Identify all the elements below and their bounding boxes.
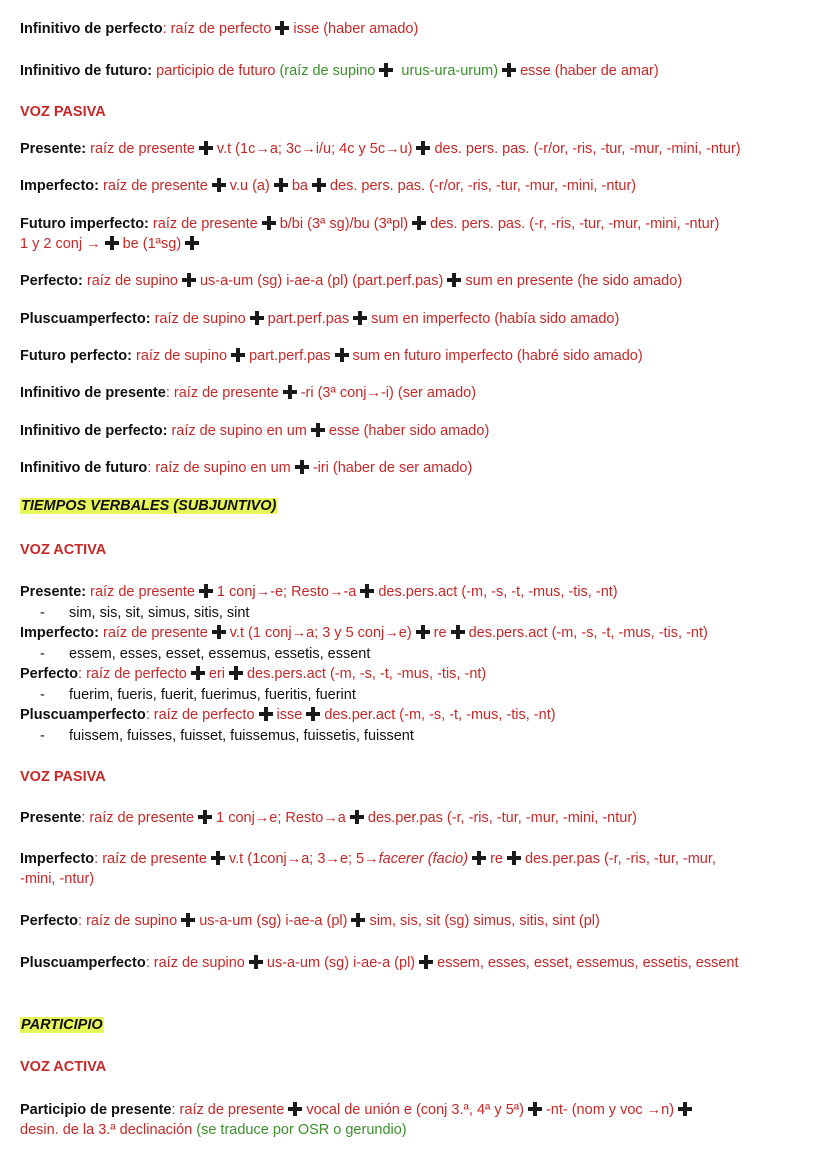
plus-icon — [231, 348, 245, 362]
plus-icon — [412, 216, 426, 230]
plus-icon — [419, 955, 433, 969]
text: raíz de presente — [90, 584, 195, 600]
plus-icon — [191, 666, 205, 680]
text: raíz de supino — [86, 273, 178, 289]
text: v.t (1 conj→a; 3 y 5 conj→e) — [229, 625, 412, 641]
text: 1 conj→-e; Resto→-a — [216, 584, 357, 600]
term-label: Pluscuamperfecto — [20, 707, 146, 723]
text: ba — [291, 178, 308, 194]
text: : raíz de supino en um — [147, 460, 291, 476]
text: 1 conj→e; Resto→a — [216, 810, 346, 826]
text: esse (haber de amar) — [520, 63, 659, 79]
text: fuerim, fueris, fuerit, fuerimus, fueritis, fuerint — [69, 687, 356, 703]
plus-icon — [353, 311, 367, 325]
text: desin. de la 3.ª declinación — [20, 1122, 193, 1138]
text: isse (haber amado) — [293, 21, 419, 37]
term-label: Pluscuamperfecto: — [20, 311, 151, 327]
plus-icon — [198, 810, 212, 824]
text: sum en imperfecto (había sido amado) — [371, 311, 620, 327]
text: -nt- (nom y voc →n) — [545, 1102, 675, 1118]
plus-icon — [259, 707, 273, 721]
text: (raíz de supino — [279, 63, 376, 79]
row-pluscuamperfecto-pasiva — [20, 309, 816, 329]
term-label: Participio de presente — [20, 1102, 172, 1118]
plus-icon — [249, 955, 263, 969]
text: des. pers. pas. (-r, -ris, -tur, -mur, -mini, -ntur) — [430, 216, 720, 232]
text: sim, sis, sit, simus, sitis, sint — [69, 605, 250, 621]
plus-icon — [360, 584, 374, 598]
text: essem, esses, esset, essemus, essetis, essent — [69, 646, 371, 662]
text: : raíz de perfecto — [162, 21, 272, 37]
plus-icon — [416, 141, 430, 155]
term-label: Futuro imperfecto: — [20, 216, 149, 232]
plus-icon — [229, 666, 243, 680]
row-futuro-imperfecto-pasiva — [20, 214, 788, 254]
dash: - — [40, 728, 45, 744]
text: us-a-um (sg) i-ae-a (pl) — [199, 913, 348, 929]
row-infinitivo-perfecto-pasiva — [20, 421, 816, 441]
text: b/bi (3ª sg)/bu (3ªpl) — [279, 216, 409, 232]
text: raíz de presente — [103, 178, 208, 194]
plus-icon — [312, 178, 326, 192]
row-presente-pasiva — [20, 139, 816, 159]
text: eri — [208, 666, 225, 682]
text: sum en futuro imperfecto (habré sido amado) — [352, 348, 643, 364]
row-perfecto-subj-pasiva — [20, 911, 816, 931]
text: v.t (1conj→a; 3→e; 5→ — [228, 851, 379, 867]
term-label: Presente: — [20, 584, 87, 600]
plus-icon — [472, 851, 486, 865]
row-perfecto-subj-activa — [20, 664, 816, 684]
term-label: Infinitivo de perfecto — [20, 21, 163, 37]
term-label: Perfecto: — [20, 273, 83, 289]
plus-icon — [105, 236, 119, 250]
text: des. pers. pas. (-r/or, -ris, -tur, -mur, -mini, -ntur) — [434, 141, 741, 157]
text: : raíz de supino — [145, 955, 245, 971]
term-label: Imperfecto: — [20, 178, 99, 194]
list-item — [40, 726, 816, 746]
text: be (1ªsg) — [122, 236, 182, 252]
plus-icon — [311, 423, 325, 437]
text: re — [490, 851, 503, 867]
term-label: Presente: — [20, 141, 87, 157]
section-voz-activa-participio: VOZ ACTIVA — [20, 1059, 107, 1075]
text: (se traduce por OSR o gerundio) — [196, 1122, 407, 1138]
plus-icon — [199, 584, 213, 598]
plus-icon — [212, 625, 226, 639]
text: -ri (3ª conj→-i) (ser amado) — [300, 385, 477, 401]
row-infinitivo-futuro-pasiva — [20, 458, 816, 478]
plus-icon — [416, 625, 430, 639]
text: des.pers.act (-m, -s, -t, -mus, -tis, -nt) — [378, 584, 618, 600]
plus-icon — [306, 707, 320, 721]
text: fuissem, fuisses, fuisset, fuissemus, fuissetis, fuissent — [69, 728, 414, 744]
plus-icon — [212, 178, 226, 192]
plus-icon — [275, 21, 289, 35]
plus-icon — [295, 460, 309, 474]
plus-icon — [262, 216, 276, 230]
row-infinitivo-presente-pasiva — [20, 383, 816, 403]
row-pluscuamperfecto-subj-activa — [20, 705, 816, 725]
plus-icon — [502, 63, 516, 77]
plus-icon — [451, 625, 465, 639]
text: vocal de unión e (conj 3.ª, 4ª y 5ª) — [306, 1102, 524, 1118]
row-infinitivo-futuro-activo — [20, 61, 816, 81]
section-voz-activa: VOZ ACTIVA — [20, 542, 107, 558]
dash: - — [40, 605, 45, 621]
text: part.perf.pas — [267, 311, 350, 327]
text: des.per.act (-m, -s, -t, -mus, -tis, -nt) — [324, 707, 556, 723]
text: des.per.pas (-r, -ris, -tur, -mur, — [524, 851, 716, 867]
term-label: Futuro perfecto: — [20, 348, 132, 364]
text: raíz de supino — [154, 311, 246, 327]
text: -mini, -ntur) — [20, 871, 95, 887]
term-label: Infinitivo de perfecto: — [20, 423, 168, 439]
text: raíz de supino — [136, 348, 228, 364]
term-label: Infinitivo de presente — [20, 385, 166, 401]
text: sim, sis, sit (sg) simus, sitis, sint (pl) — [369, 913, 600, 929]
text: raíz de supino en um — [171, 423, 307, 439]
text: us-a-um (sg) i-ae-a (pl) (part.perf.pas) — [199, 273, 444, 289]
plus-icon — [250, 311, 264, 325]
list-item — [40, 603, 816, 623]
text: facerer (facio) — [378, 851, 469, 867]
plus-icon — [274, 178, 288, 192]
plus-icon — [379, 63, 393, 77]
plus-icon — [335, 348, 349, 362]
text: : raíz de perfecto — [145, 707, 255, 723]
text: esse (haber sido amado) — [328, 423, 490, 439]
text: des.pers.act (-m, -s, -t, -mus, -tis, -nt) — [468, 625, 708, 641]
text: essem, esses, esset, essemus, essetis, essent — [437, 955, 739, 971]
text: : raíz de presente — [165, 385, 279, 401]
row-pluscuamperfecto-subj-pasiva — [20, 953, 816, 973]
row-imperfecto-subj-activa — [20, 623, 816, 643]
text: sum en presente (he sido amado) — [465, 273, 683, 289]
dash: - — [40, 646, 45, 662]
text: : raíz de presente — [94, 851, 207, 867]
text: : raíz de perfecto — [78, 666, 187, 682]
text: isse — [276, 707, 303, 723]
plus-icon — [211, 851, 225, 865]
list-item — [40, 644, 816, 664]
text: part.perf.pas — [249, 348, 331, 364]
term-label: Imperfecto: — [20, 625, 99, 641]
row-imperfecto-subj-pasiva — [20, 849, 816, 889]
term-label: Infinitivo de futuro — [20, 460, 148, 476]
row-infinitivo-perfecto-activo — [20, 19, 816, 39]
plus-icon — [199, 141, 213, 155]
plus-icon — [507, 851, 521, 865]
text: des.per.pas (-r, -ris, -tur, -mur, -mini, -ntur) — [367, 810, 637, 826]
highlighted-heading: TIEMPOS VERBALES (SUBJUNTIVO) — [21, 498, 277, 514]
row-futuro-perfecto-pasiva — [20, 346, 816, 366]
plus-icon — [528, 1102, 542, 1116]
plus-icon — [185, 236, 199, 250]
plus-icon — [351, 913, 365, 927]
list-item — [40, 685, 816, 705]
plus-icon — [350, 810, 364, 824]
section-voz-pasiva-subj: VOZ PASIVA — [20, 769, 106, 785]
term-label: Presente — [20, 810, 82, 826]
highlighted-heading: PARTICIPIO — [21, 1017, 103, 1033]
plus-icon — [283, 385, 297, 399]
term-label: Perfecto — [20, 666, 79, 682]
plus-icon — [288, 1102, 302, 1116]
section-voz-pasiva: VOZ PASIVA — [20, 104, 106, 120]
row-imperfecto-pasiva — [20, 176, 816, 196]
plus-icon — [447, 273, 461, 287]
text: us-a-um (sg) i-ae-a (pl) — [266, 955, 416, 971]
heading-participio — [20, 1015, 816, 1035]
text: raíz de presente — [90, 141, 195, 157]
text: raíz de presente — [152, 216, 258, 232]
text: v.u (a) — [229, 178, 270, 194]
text: des.pers.act (-m, -s, -t, -mus, -tis, -nt) — [246, 666, 487, 682]
plus-icon — [182, 273, 196, 287]
text: urus-ura-urum) — [401, 63, 499, 79]
text: 1 y 2 conj → — [20, 236, 101, 252]
term-label: Pluscuamperfecto — [20, 955, 146, 971]
text: raíz de presente — [103, 625, 208, 641]
heading-subjuntivo — [20, 496, 816, 516]
text: participio de futuro — [156, 63, 276, 79]
row-participio-presente — [20, 1100, 816, 1140]
term-label: Imperfecto — [20, 851, 95, 867]
row-perfecto-pasiva — [20, 271, 816, 291]
text: : raíz de supino — [78, 913, 178, 929]
text: des. pers. pas. (-r/or, -ris, -tur, -mur, -mini, -ntur) — [329, 178, 637, 194]
plus-icon — [678, 1102, 692, 1116]
text: : raíz de presente — [81, 810, 195, 826]
text: -iri (haber de ser amado) — [312, 460, 473, 476]
dash: - — [40, 687, 45, 703]
text: re — [433, 625, 447, 641]
term-label: Infinitivo de futuro: — [20, 63, 153, 79]
row-presente-subj-activa — [20, 582, 816, 602]
plus-icon — [181, 913, 195, 927]
text: : raíz de presente — [171, 1102, 285, 1118]
term-label: Perfecto — [20, 913, 79, 929]
row-presente-subj-pasiva — [20, 808, 816, 828]
text: v.t (1c→a; 3c→i/u; 4c y 5c→u) — [216, 141, 413, 157]
